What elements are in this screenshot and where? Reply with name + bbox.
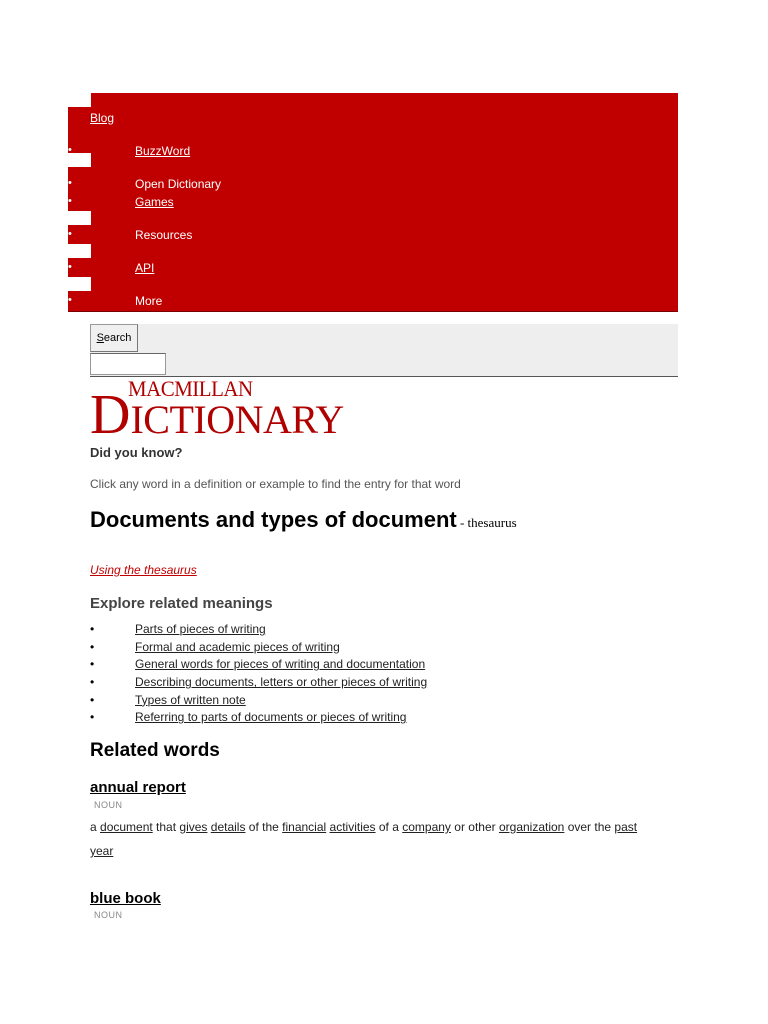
- definition-text: a: [90, 820, 101, 834]
- definition-word-link[interactable]: company: [402, 820, 451, 834]
- nav-bullet: •: [68, 294, 72, 306]
- entry-headword[interactable]: blue book: [90, 890, 161, 907]
- part-of-speech: NOUN: [94, 910, 123, 920]
- definition-word-link[interactable]: details: [210, 820, 246, 834]
- nav-item-more[interactable]: More: [135, 294, 163, 308]
- nav-gap: [68, 277, 91, 291]
- list-bullet: •: [90, 692, 95, 707]
- nav-item-resources[interactable]: Resources: [135, 228, 193, 242]
- page-title-main: Documents and types of document: [90, 507, 457, 532]
- logo-initial: D: [90, 384, 131, 446]
- nav-bullet: •: [68, 144, 72, 156]
- list-bullet: •: [90, 675, 95, 690]
- using-thesaurus-link[interactable]: Using the thesaurus: [90, 563, 197, 577]
- nav-item-games[interactable]: Games: [135, 195, 174, 209]
- definition-word-link[interactable]: document: [100, 820, 153, 834]
- logo-word: ICTIONARY: [130, 397, 344, 442]
- list-bullet: •: [90, 622, 95, 636]
- nav-bullet: •: [68, 195, 72, 207]
- explore-link[interactable]: Referring to parts of documents or pieces of writing: [135, 710, 407, 725]
- search-button[interactable]: [90, 324, 138, 352]
- explore-link[interactable]: Describing documents, letters or other pieces of writing: [135, 675, 428, 690]
- definition-text: of the: [245, 820, 283, 834]
- definition-word-link[interactable]: activities: [329, 820, 376, 834]
- nav-bullet: •: [68, 228, 72, 240]
- search-input[interactable]: [90, 353, 166, 375]
- nav-item-api[interactable]: API: [135, 261, 155, 275]
- explore-title: Explore related meanings: [90, 595, 273, 612]
- search-button-label: earch: [103, 332, 132, 344]
- explore-link[interactable]: General words for pieces of writing and documentation: [135, 657, 426, 672]
- nav-gap: [68, 244, 91, 258]
- nav-gap: [68, 211, 91, 225]
- definition-text: or other: [450, 820, 499, 834]
- nav-bullet: •: [68, 95, 72, 107]
- did-you-know-text: Click any word in a definition or example to find the entry for that word: [90, 477, 461, 491]
- search-bar: [90, 324, 678, 377]
- definition-word-link[interactable]: financial: [282, 820, 327, 834]
- definition-word-link[interactable]: past: [614, 820, 638, 834]
- explore-link[interactable]: Formal and academic pieces of writing: [135, 639, 340, 654]
- definition-word-link[interactable]: year: [90, 844, 114, 858]
- list-bullet: •: [90, 657, 95, 672]
- entry-headword[interactable]: annual report: [90, 779, 186, 796]
- nav-bullet: •: [68, 261, 72, 273]
- entry-definition: [90, 815, 650, 863]
- main-nav: [68, 93, 678, 312]
- list-bullet: •: [90, 639, 95, 654]
- nav-bullet: •: [68, 177, 72, 189]
- search-button-accesskey: S: [96, 332, 104, 344]
- page-title-subtitle: - thesaurus: [456, 515, 517, 530]
- page-title: [90, 507, 517, 533]
- related-words-title: Related words: [90, 740, 220, 761]
- nav-item-blog[interactable]: Blog: [90, 111, 115, 125]
- definition-word-link[interactable]: gives: [179, 820, 208, 834]
- logo-macmillan[interactable]: MACMILLAN: [128, 376, 253, 401]
- list-bullet: •: [90, 710, 95, 725]
- part-of-speech: NOUN: [94, 800, 123, 810]
- definition-text: that: [152, 820, 180, 834]
- definition-word-link[interactable]: organization: [498, 820, 565, 834]
- nav-item-open-dictionary[interactable]: Open Dictionary: [135, 177, 222, 191]
- nav-item-buzzword[interactable]: BuzzWord: [135, 144, 191, 158]
- did-you-know-title: Did you know?: [90, 445, 183, 460]
- explore-link[interactable]: Parts of pieces of writing: [135, 622, 266, 636]
- explore-link[interactable]: Types of written note: [135, 692, 246, 707]
- definition-text: over the: [564, 820, 615, 834]
- definition-text: of a: [375, 820, 403, 834]
